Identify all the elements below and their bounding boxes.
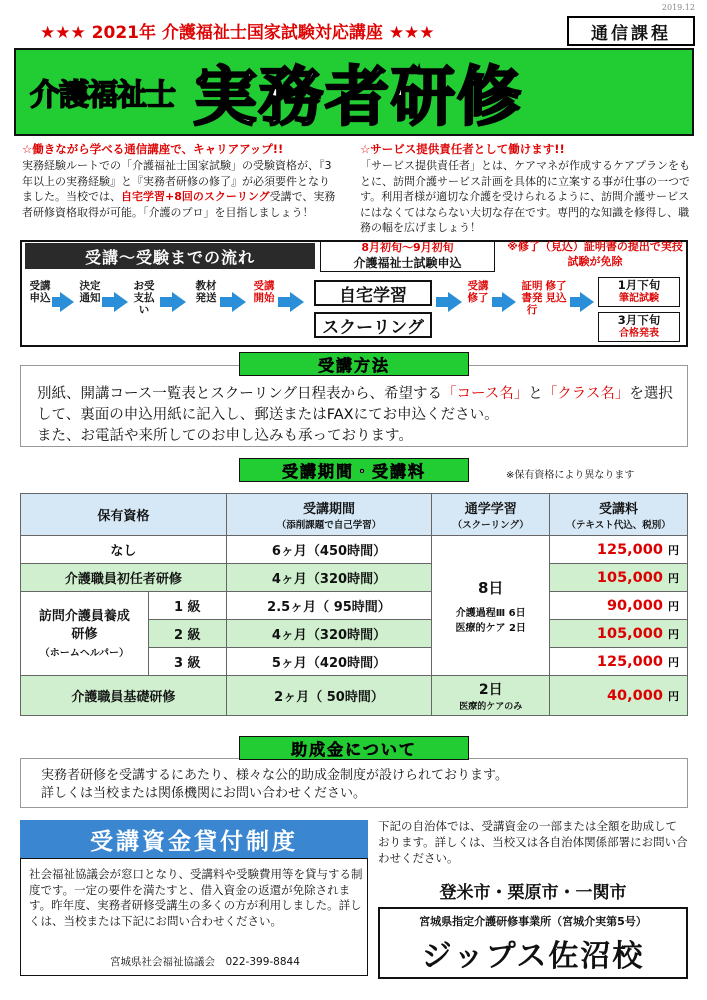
row-grade: 1 級 [148,592,226,620]
step-start: 受講開始 [253,280,275,304]
flow-arrow-icon [232,292,246,312]
yen-unit: 円 [668,599,679,613]
step-materials: 教材発送 [195,280,217,304]
th-fee-label: 受講料 [599,502,639,517]
step-complete: 受講修了 [467,280,489,304]
issue-date: 2019.12 [661,3,695,12]
fee-value: 105,000 [596,569,663,586]
row-period: 4ヶ月（320時間） [226,620,432,648]
left-col-head: ☆働きながら学べる通信講座で、キャリアアップ!! [22,142,284,156]
row-fee [550,676,688,716]
flow-arrow-icon [502,292,516,312]
schooling-detail-1: 介護過程Ⅲ 6日 [455,608,526,619]
row-period: 4ヶ月（320時間） [226,564,432,592]
right-col-head: ☆サービス提供責任者として働けます!! [360,142,565,156]
row-period: 2ヶ月（ 50時間） [226,676,432,716]
flow-arrow-icon [114,292,128,312]
flow-arrow-icon [580,292,594,312]
left-col-p1: 実務経験ルートでの「介護福祉士国家試験」の受験資格が、『3年以上の実務経験』と『実務者研修の修了』が必須要件となりました。当校では、 [22,159,332,203]
method-class-name: 「クラス名」 [542,386,630,402]
left-col-body [22,158,340,220]
yen-unit: 円 [668,571,679,585]
fees-table [20,493,688,716]
flow-note: ※修了（見込）証明書の提出で実技試験が免除 [507,240,683,268]
school-box [378,907,688,979]
row-qualification: 介護職員基礎研修 [21,676,227,716]
subsidy-box [20,758,688,808]
schooling-days: 2日 [478,682,503,698]
course-type-box: 通信課程 [567,16,695,46]
step-apply: 受講申込 [29,280,51,304]
fees-head: 受講期間・受講料 [239,458,469,482]
th-fee [550,494,688,536]
method-course-name: 「コース名」 [441,386,529,402]
stage-schooling: スクーリング [314,312,432,338]
flow-arrow-icon [448,292,462,312]
row-period: 5ヶ月（420時間） [226,648,432,676]
homon-qualification [21,592,149,676]
homon-sub: （ホームヘルパー） [39,648,130,659]
row-fee [550,620,688,648]
step-expected: 修了見込 [545,280,567,304]
step-payment: お受支払い [133,280,155,316]
table-row [21,564,688,592]
fee-value: 105,000 [596,625,663,642]
flow-date-red: 8月初旬～9月初旬 [361,241,454,254]
fee-value: 90,000 [606,597,663,614]
row-grade: 2 級 [148,620,226,648]
fee-value: 40,000 [606,687,663,704]
table-row [21,676,688,716]
res1-main: 1月下旬 [617,278,661,292]
res2-main: 3月下旬 [617,313,661,327]
row-qualification: 介護職員初任者研修 [21,564,227,592]
fee-value: 125,000 [596,653,663,670]
method-t1: 別紙、開講コース一覧表とスクーリング日程表から、希望する [37,386,442,402]
stage-home-study: 自宅学習 [314,280,432,306]
th-period [226,494,432,536]
th-schooling-label: 通学学習 [464,502,517,517]
table-row [21,592,688,620]
row-schooling [432,676,550,716]
title-small: 介護福祉士 [30,78,175,113]
th-period-sub: （添削課題で自己学習） [276,520,382,531]
th-fee-sub: （テキスト代込、税別） [566,520,671,531]
flow-date-black: 介護福祉士試験申込 [353,255,462,270]
step-notice: 決定通知 [79,280,101,304]
result-written-exam [598,277,680,307]
result-announcement [598,312,680,342]
school-designation: 宮城県指定介護研修事業所（宮城介実第5号） [419,915,647,928]
yen-unit: 円 [668,655,679,669]
yen-unit: 円 [668,543,679,557]
loan-box: 社会福祉協議会が窓口となり、受講料や受験費用等を貸与する制度です。一定の要件を満たすと、借入資金の返還が免除されます。昨年度、実務者研修受講生の多くの方が利用しました。詳しくは、当校または下記にお問い合わせください。 [20,858,368,976]
school-name: ジップス佐沼校 [421,939,645,974]
table-row [21,536,688,564]
th-period-label: 受講期間 [302,502,355,517]
row-fee [550,592,688,620]
homon-label: 訪問介護員養成研修 [38,609,130,642]
stars-right: ★★★ [388,23,435,43]
flow-arrow-icon [290,292,304,312]
row-fee [550,648,688,676]
row-qualification: なし [21,536,227,564]
cities: 登米市・栗原市・一関市 [439,883,627,903]
left-col-highlight: 自宅学習+8回のスクーリング [121,190,270,203]
fee-value: 125,000 [596,541,663,558]
row-grade: 3 級 [148,648,226,676]
municipality-text: 下記の自治体では、受講資金の一部または全額を助成しております。詳しくは、当校又は各自治体関係部署にお問い合わせください。 [378,819,688,865]
row-period: 6ヶ月（450時間） [226,536,432,564]
schooling-cell [432,536,550,676]
yen-unit: 円 [668,627,679,641]
left-col-p2: 受講で、実務者研修資格取得が可能。「介護のプロ」を目指しましょう！ [22,190,336,219]
fees-note: ※保有資格により異なります [506,470,635,481]
loan-head: 受講資金貸付制度 [20,820,368,858]
right-col-body: 「サービス提供責任者」とは、ケアマネが作成するケアプランをもとに、訪問介護サービス計画を具体的に立案する事が仕事の一つです。利用者様が適切な介護を受けられるように、訪問介護サービスにはなくてはならない大切な存在です。専門的な知識を修得し、職務の幅を広げましょう！ [360,159,690,234]
subsidy-line-1: 実務者研修を受講するにあたり、様々な公的助成金制度が設けられております。 [41,768,508,783]
res1-sub: 筆記試験 [619,293,659,304]
yen-unit: 円 [668,689,679,703]
method-t3: を選択して、裏面の申込用紙に記入し、郵送またはFAXにてお申込ください。 [37,386,673,423]
flow-title: 受講～受験までの流れ [25,243,315,269]
row-fee [550,536,688,564]
method-head: 受講方法 [239,352,469,376]
top-banner [40,18,435,43]
row-period: 2.5ヶ月（ 95時間） [226,592,432,620]
method-t4: また、お電話や来所してのお申し込みも承っております。 [37,428,413,444]
step-certificate: 証明書発行 [521,280,543,316]
schooling-days: 8日 [477,579,504,597]
loan-contact: 宮城県社会福祉協議会 022-399-8844 [110,956,300,968]
exam-application-period [320,240,495,272]
banner-text: 2021年 介護福祉士国家試験対応講座 [91,23,383,43]
th-schooling [432,494,550,536]
schooling-detail-2: 医療的ケア 2日 [455,623,526,634]
title-big: 実務者研修 [193,61,523,135]
th-schooling-sub: （スクーリング） [452,520,529,531]
stars-left: ★★★ [40,23,86,43]
schooling-sub: 医療的ケアのみ [459,702,523,712]
res2-sub: 合格発表 [619,328,659,339]
method-box [20,365,688,447]
subsidy-line-2: 詳しくは当校または関係機関にお問い合わせください。 [41,786,367,801]
flow-arrow-icon [172,292,186,312]
method-t2: と [528,386,543,402]
th-qualification: 保有資格 [21,494,227,536]
subsidy-head: 助成金について [239,736,469,760]
flow-arrow-icon [60,292,74,312]
title-band [14,48,694,136]
row-fee [550,564,688,592]
